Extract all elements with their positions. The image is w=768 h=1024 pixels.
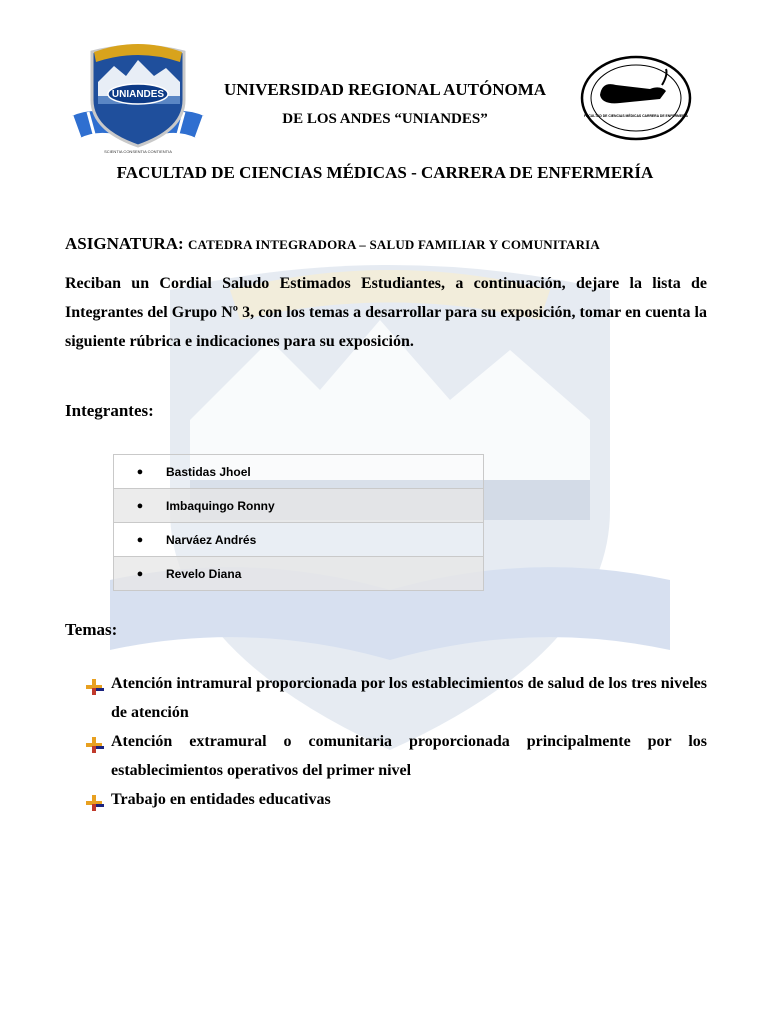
bullet-icon: ● bbox=[136, 567, 144, 580]
members-table bbox=[113, 454, 484, 591]
plus-bullet-icon bbox=[86, 727, 111, 785]
topic-text: Atención intramural proporcionada por los establecimientos de salud de los tres niveles de atención bbox=[111, 675, 707, 721]
member-name: Narváez Andrés bbox=[166, 532, 257, 547]
plus-bullet-icon bbox=[86, 669, 111, 727]
member-row bbox=[114, 557, 483, 590]
member-name: Imbaquingo Ronny bbox=[166, 498, 275, 513]
svg-text:SCIENTIA CONSENTIA CONTIENTIA: SCIENTIA CONSENTIA CONTIENTIA bbox=[104, 149, 172, 154]
bullet-icon: ● bbox=[136, 499, 144, 512]
member-row bbox=[114, 455, 483, 489]
topic-text: Trabajo en entidades educativas bbox=[111, 791, 331, 808]
topic-item bbox=[86, 727, 707, 785]
svg-text:UNIANDES: UNIANDES bbox=[111, 89, 165, 100]
topics-heading: Temas: bbox=[65, 620, 118, 639]
topic-text: Atención extramural o comunitaria proporcionada principalmente por los establecimientos operativos del primer nivel bbox=[111, 733, 707, 779]
svg-text:FACULTAD DE CIENCIAS MÉDICAS C: FACULTAD DE CIENCIAS MÉDICAS CARRERA DE ENFERMERÍA bbox=[584, 114, 688, 118]
member-name: Revelo Diana bbox=[166, 566, 242, 581]
university-name-line-2: DE LOS ANDES “UNIANDES” bbox=[282, 111, 488, 127]
member-name: Bastidas Jhoel bbox=[166, 464, 251, 479]
university-name-line-1: UNIVERSIDAD REGIONAL AUTÓNOMA bbox=[223, 80, 547, 99]
member-row bbox=[114, 489, 483, 523]
intro-paragraph: Reciban un Cordial Saludo Estimados Estudiantes, a continuación, dejare la lista de Integrantes del Grupo Nº 3, con los temas a desarrollar para su exposición, tomar en cuenta la siguiente rúbrica e indicaciones para su exposición. bbox=[65, 275, 707, 350]
topic-item bbox=[86, 669, 707, 727]
subject-value: CATEDRA INTEGRADORA – SALUD FAMILIAR Y COMUNITARIA bbox=[187, 237, 601, 252]
topic-item bbox=[86, 785, 707, 821]
topics-list bbox=[86, 669, 707, 821]
bullet-icon: ● bbox=[136, 533, 144, 546]
subject-label: ASIGNATURA: bbox=[65, 234, 184, 253]
plus-bullet-icon bbox=[86, 785, 111, 821]
subject-line bbox=[65, 234, 600, 254]
bullet-icon: ● bbox=[136, 465, 144, 478]
member-row bbox=[114, 523, 483, 557]
members-heading: Integrantes: bbox=[65, 401, 154, 420]
faculty-title: FACULTAD DE CIENCIAS MÉDICAS - CARRERA DE ENFERMERÍA bbox=[116, 163, 654, 182]
